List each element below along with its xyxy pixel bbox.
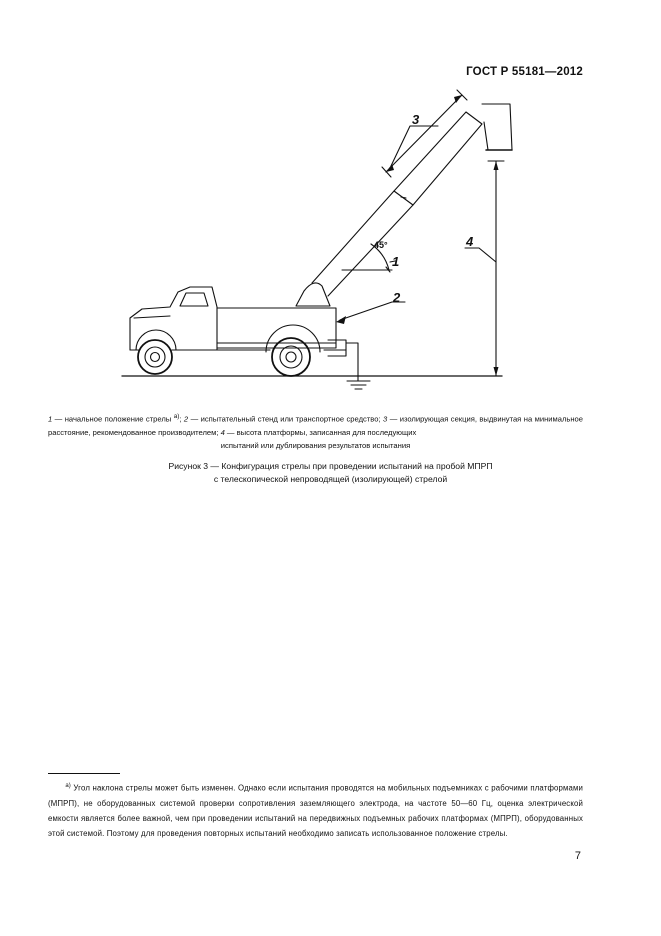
footnote: $^{а)}$ Угол наклона стрелы может быть изменен. Однако если испытания проводятся на мобильных подъемниках с рабочими платформами (МПРП), не оборудованных системой проверки сопротивления заземляющего электрода, на частоте 50—60 Гц, оценка электрической емкости является более важной, чем при проведении испытаний на передвижных подъемных рабочих платформах (МПРП), оборудованных этой системой. Поэтому для проведения повторных испытаний необходимо записать использованное положение стрелы. (48, 783, 584, 838)
boom-turret (296, 283, 330, 306)
figure-caption: Рисунок 3 — Конфигурация стрелы при проведении испытаний на пробой МПРП с телескопической непроводящей (изолирующей) стрелой (168, 461, 493, 484)
page-number: 7 (574, 850, 581, 862)
footnote-divider (48, 773, 120, 774)
boom-configuration-figure (0, 0, 661, 400)
grounding-wire (346, 343, 358, 381)
front-wheel (138, 340, 172, 374)
platform-bucket (482, 104, 512, 150)
ground-symbol-icon (347, 381, 370, 389)
label-angle: 45° (374, 240, 388, 250)
figure-legend: 1 — начальное положение стрелы $^{а)}$; 2 — испытательный стенд или транспортное средство; 3 — изолирующая секция, выдвинутая на минимальное расстояние, рекомендованное производителем; 4 — высота платформы, записанная для последующих испытаний или дублирования результатов испытания (48, 413, 583, 450)
label-2: 2 (393, 290, 401, 305)
cab-window (180, 293, 208, 306)
leader-4 (465, 248, 496, 262)
document-code: ГОСТ Р 55181—2012 (466, 66, 583, 78)
rear-wheel (272, 338, 310, 376)
footnote-ref: а) (173, 413, 180, 420)
label-1: 1 (392, 254, 400, 269)
legend-num-1: 1 (48, 414, 53, 424)
label-4: 4 (466, 234, 474, 249)
hood (134, 316, 170, 318)
boom-lower-section (312, 191, 413, 296)
label-3: 3 (412, 112, 420, 127)
footnote-marker: а) (65, 783, 71, 789)
